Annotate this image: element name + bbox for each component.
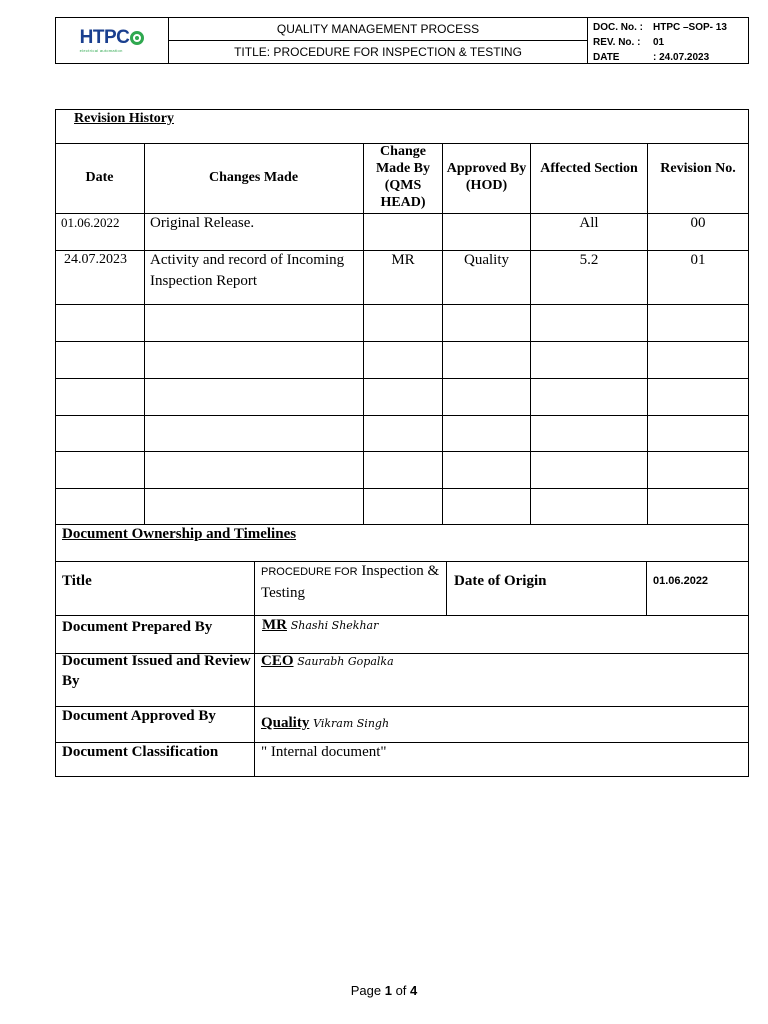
prepared-value: MR Shashi Shekhar bbox=[262, 617, 379, 633]
row1-rev: 00 bbox=[690, 215, 706, 231]
approved-signature: Vikram Singh bbox=[313, 717, 390, 730]
col-header-affected-section: Affected Section bbox=[540, 161, 638, 176]
col-header-revision-no: Revision No. bbox=[660, 161, 736, 176]
prepared-label: Document Prepared By bbox=[62, 619, 213, 635]
rev-number: 01 bbox=[653, 37, 665, 48]
prepared-signature: Shashi Shekhar bbox=[290, 619, 379, 632]
origin-value: 01.06.2022 bbox=[653, 575, 709, 587]
doc-number: HTPC –SOP- 13 bbox=[653, 22, 727, 33]
classification-label: Document Classification bbox=[62, 744, 219, 760]
col-header-changes: Changes Made bbox=[208, 170, 299, 185]
row2-section: 5.2 bbox=[579, 252, 599, 268]
logo-tagline: electrical automation bbox=[79, 48, 123, 53]
issued-label: Document Issued and Review By bbox=[62, 653, 251, 689]
row2-date: 24.07.2023 bbox=[64, 252, 127, 267]
row1-changes: Original Release. bbox=[150, 215, 255, 231]
page-number: Page 1 of 4 bbox=[350, 983, 418, 998]
row2-by: MR bbox=[391, 252, 415, 268]
doc-date: : 24.07.2023 bbox=[653, 52, 710, 63]
row1-section: All bbox=[579, 215, 599, 231]
col-header-date: Date bbox=[85, 170, 114, 185]
document-title: TITLE: PROCEDURE FOR INSPECTION & TESTING bbox=[234, 45, 522, 59]
col-header-change-by: Change Made By (QMS HEAD) bbox=[375, 144, 431, 210]
ownership-heading: Document Ownership and Timelines bbox=[62, 526, 297, 542]
document-header bbox=[55, 17, 749, 64]
document-meta: DOC. No. : HTPC –SOP- 13 REV. No. : 01 DATE : 24.07.2023 bbox=[593, 22, 727, 63]
title-label: Title bbox=[62, 573, 92, 589]
company-logo bbox=[56, 18, 169, 63]
document-table bbox=[55, 109, 749, 777]
approved-value: Quality Vikram Singh bbox=[261, 715, 390, 731]
row2-rev: 01 bbox=[690, 252, 706, 268]
approved-label: Document Approved By bbox=[62, 708, 216, 724]
logo-circle-icon bbox=[130, 31, 144, 45]
classification-value: " Internal document" bbox=[261, 744, 387, 760]
revision-history-heading: Revision History bbox=[74, 111, 174, 126]
origin-label: Date of Origin bbox=[454, 573, 547, 589]
row2-changes: Activity and record of Incoming Inspection Report bbox=[150, 252, 345, 289]
issued-signature: Saurabh Gopalka bbox=[297, 655, 394, 668]
title-value: PROCEDURE FOR Inspection & Testing bbox=[261, 563, 440, 601]
row2-approved: Quality bbox=[464, 252, 509, 268]
process-name: QUALITY MANAGEMENT PROCESS bbox=[169, 18, 587, 41]
col-header-approved-by: Approved By (HOD) bbox=[446, 161, 527, 193]
logo-text: HTPC bbox=[79, 27, 130, 48]
row1-date: 01.06.2022 bbox=[61, 215, 120, 230]
issued-value: CEO Saurabh Gopalka bbox=[261, 653, 394, 669]
